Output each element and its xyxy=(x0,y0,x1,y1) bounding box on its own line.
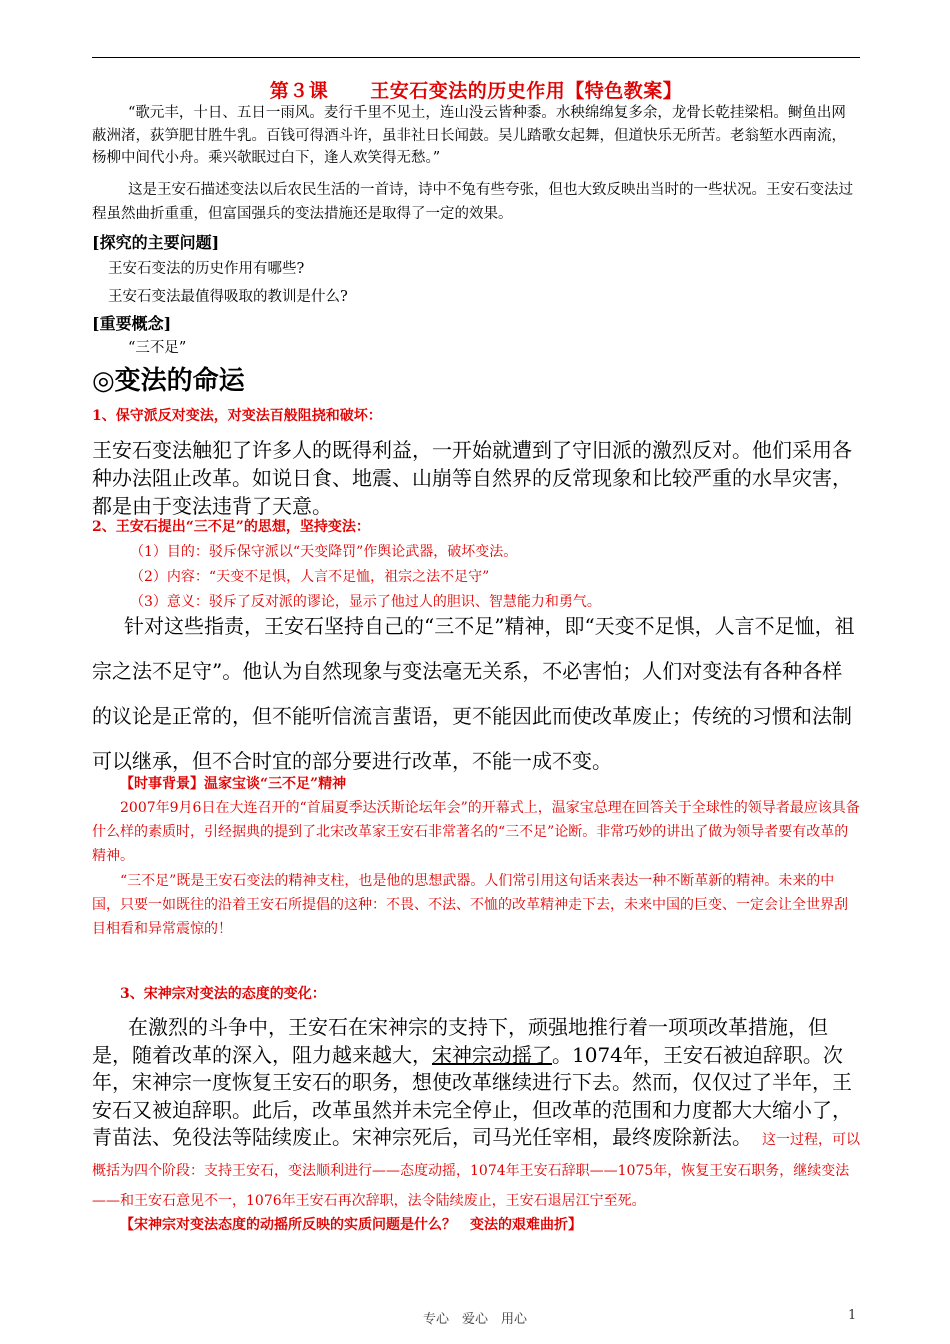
section-2-point-2: （2）内容：“天变不足惧，人言不足恤，祖宗之法不足守” xyxy=(130,569,490,585)
page-footer: 专心 爱心 用心 xyxy=(422,1312,527,1327)
news-paragraph-2: “三不足”既是王安石变法的精神支柱，也是他的思想武器。人们常引用这句话来表达一种不断革新的精神。未来的中国，只要一如既往的沿着王安石所提倡的这种：不畏、不法、不恤的改革精神走下去，未来中国的巨变、一定会让全世界刮目相看和异常震惊的！ xyxy=(92,873,848,937)
section-3-question: 【宋神宗对变法态度的动摇所反映的实质问题是什么？ 变法的艰难曲折】 xyxy=(120,1217,582,1233)
explore-heading: [探究的主要问题] xyxy=(92,233,220,252)
section-2-body: 针对这些指责，王安石坚持自己的“三不足”精神，即“天变不足惧，人言不足恤，祖宗之法不足守”。他认为自然现象与变法毫无关系，不必害怕；人们对变法有各种各样的议论是正常的，但不能听信流言蜚语，更不能因此而使改革废止；传统的习惯和法制可以继承，但不合时宜的部分要进行改革，不能一成不变。 xyxy=(92,614,855,773)
section-2-point-3: （3）意义：驳斥了反对派的谬论，显示了他过人的胆识、智慧能力和勇气。 xyxy=(130,594,601,610)
concept-heading: [重要概念] xyxy=(92,314,172,333)
section-3-body-end: 。1074年，王安石被迫辞职。次年，宋神宗一度恢复王安石的职务，想使改革继续进行下去。然而，仅仅过了半年，王安石又被迫辞职。此后，改革虽然并未完全停止，但改革的范围和力度都大大缩小了，青苗法、免役法等陆续废止。宋神宗死后，司马光任宰相，最终废除新法。 xyxy=(92,1042,852,1149)
explore-question-1: 王安石变法的历史作用有哪些? xyxy=(108,261,305,277)
section-title: ◎变法的命运 xyxy=(92,366,245,396)
section-1-heading: 1、保守派反对变法，对变法百般阻挠和破坏： xyxy=(92,408,382,424)
news-paragraph-1: 2007年9月6日在大连召开的“首届夏季达沃斯论坛年会”的开幕式上，温家宝总理在回答关于全球性的领导者最应该具备什么样的素质时，引经据典的提到了北宋改革家王安石非常著名的“三不足”论断。非常巧妙的讲出了做为领导者要有改革的精神。 xyxy=(92,800,860,864)
section-3-summary: 这一过程，可以概括为四个阶段：支持王安石，变法顺利进行——态度动摇，1074年王安石辞职——1075年，恢复王安石职务，继续变法——和王安石意见不一，1076年王安石再次辞职，法令陆续废止，王安石退居江宁至死。 xyxy=(92,1132,860,1209)
explore-question-2: 王安石变法最值得吸取的教训是什么? xyxy=(108,289,348,305)
news-heading: 【时事背景】温家宝谈“三不足”精神 xyxy=(120,776,347,792)
section-3-body xyxy=(92,1014,860,1216)
section-3-underlined-text: 宋神宗动摇了 xyxy=(432,1042,552,1067)
explore-block xyxy=(92,230,860,357)
section-3-heading: 3、宋神宗对变法的态度的变化： xyxy=(120,986,326,1002)
section-2-point-1: （1）目的：驳斥保守派以“天变降罚”作舆论武器，破坏变法。 xyxy=(130,544,518,560)
opening-poem: “歌元丰，十日、五日一雨风。麦行千里不见土，连山没云皆种黍。水秧绵绵复多余，龙骨长乾挂梁梠。鲥鱼出网蔽洲渚，荻笋肥甘胜牛乳。百钱可得酒斗许，虽非社日长闻鼓。吴儿踏歌女起舞，但道快乐无所苦。老翁堑水西南流，杨柳中间代小舟。乘兴欹眠过白下，逢人欢笑得无愁。” xyxy=(92,105,846,166)
lesson-name: 王安石变法的历史作用【特色教案】 xyxy=(370,80,683,102)
section-1-body: 王安石变法触犯了许多人的既得利益，一开始就遭到了守旧派的激烈反对。他们采用各种办法阻止改革。如说日食、地震、山崩等自然界的反常现象和比较严重的水旱灾害，都是由于变法违背了天意。 xyxy=(92,438,852,518)
section-3-body-start: 在激烈的斗争中，王安石在宋神宗的支持下，顽强地推行着一项项改革措施，但是，随着改革的深入，阻力越来越大， xyxy=(92,1015,828,1067)
section-2-heading: 2、王安石提出“三不足”的思想，坚持变法： xyxy=(92,519,370,535)
header-rule xyxy=(92,57,860,58)
page-number: 1 xyxy=(848,1308,857,1323)
lesson-number: 第３课 xyxy=(269,80,329,102)
lesson-title xyxy=(92,76,860,103)
concept-item: “三不足” xyxy=(128,340,187,356)
intro-paragraph: 这是王安石描述变法以后农民生活的一首诗，诗中不兔有些夸张，但也大致反映出当时的一些状况。王安石变法过程虽然曲折重重，但富国强兵的变法措施还是取得了一定的效果。 xyxy=(92,182,853,222)
